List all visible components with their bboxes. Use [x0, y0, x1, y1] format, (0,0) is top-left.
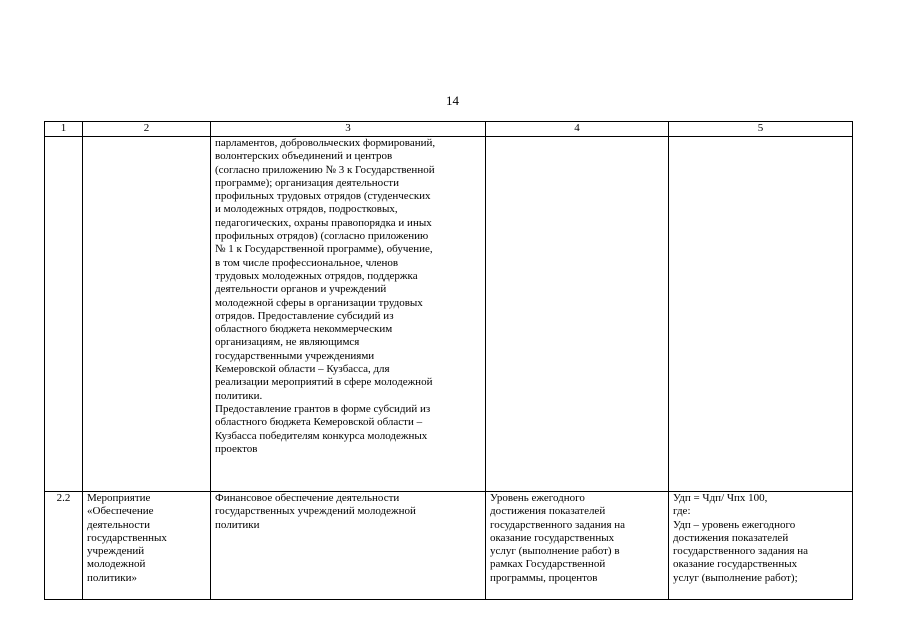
formula-cell: Удп = Чдп/ Чпх 100, где: Удп – уровень ежегодного достижения показателей государственного задания на оказание государственных услуг (выполнение работ);: [669, 492, 853, 600]
measure-name-cell: Мероприятие «Обеспечение деятельности государственных учреждений молодежной политики»: [83, 492, 211, 600]
column-header-3: 3: [211, 122, 486, 137]
column-number-header-row: [45, 122, 853, 137]
continued-row: [45, 137, 853, 492]
continued-row-indicator-cell: [486, 137, 669, 492]
table-row-2-2: [45, 492, 853, 600]
column-header-1: 1: [45, 122, 83, 137]
continued-row-number-cell: [45, 137, 83, 492]
continued-row-name-cell: [83, 137, 211, 492]
measure-content-cell: Финансовое обеспечение деятельности государственных учреждений молодежной политики: [211, 492, 486, 600]
content-paragraph-2: Предоставление грантов в форме субсидий из областного бюджета Кемеровской области – Кузбасса победителям конкурса молодежных проектов: [215, 402, 431, 455]
program-measures-table: [44, 121, 853, 600]
column-header-2: 2: [83, 122, 211, 137]
page-number: 14: [446, 93, 459, 108]
continued-row-content-cell: [211, 137, 486, 492]
column-header-5: 5: [669, 122, 853, 137]
row-number-cell: 2.2: [45, 492, 83, 600]
column-header-4: 4: [486, 122, 669, 137]
indicator-cell: Уровень ежегодного достижения показателей государственного задания на оказание государственных услуг (выполнение работ) в рамках Государственной программы, процентов: [486, 492, 669, 600]
content-paragraph-1: парламентов, добровольческих формирований, волонтерских объединений и центров (согласно приложению № 3 к Государственной программе); организация деятельности профильных трудовых отрядов (студенческих и молодежных отрядов, подростковых, педагогических, охраны правопорядка и иных профильных отрядов) (согласно приложению № 1 к Государственной программе), обучение, в том числе профессиональное, членов трудовых молодежных отрядов, поддержка деятельности органов и учреждений молодежной сферы в организации трудовых отрядов. Предоставление субсидий из областного бюджета некоммерческим организациям, не являющимся государственными учреждениями Кемеровской области – Кузбасса, для реализации мероприятий в сфере молодежной политики.: [215, 137, 436, 402]
continued-row-formula-cell: [669, 137, 853, 492]
